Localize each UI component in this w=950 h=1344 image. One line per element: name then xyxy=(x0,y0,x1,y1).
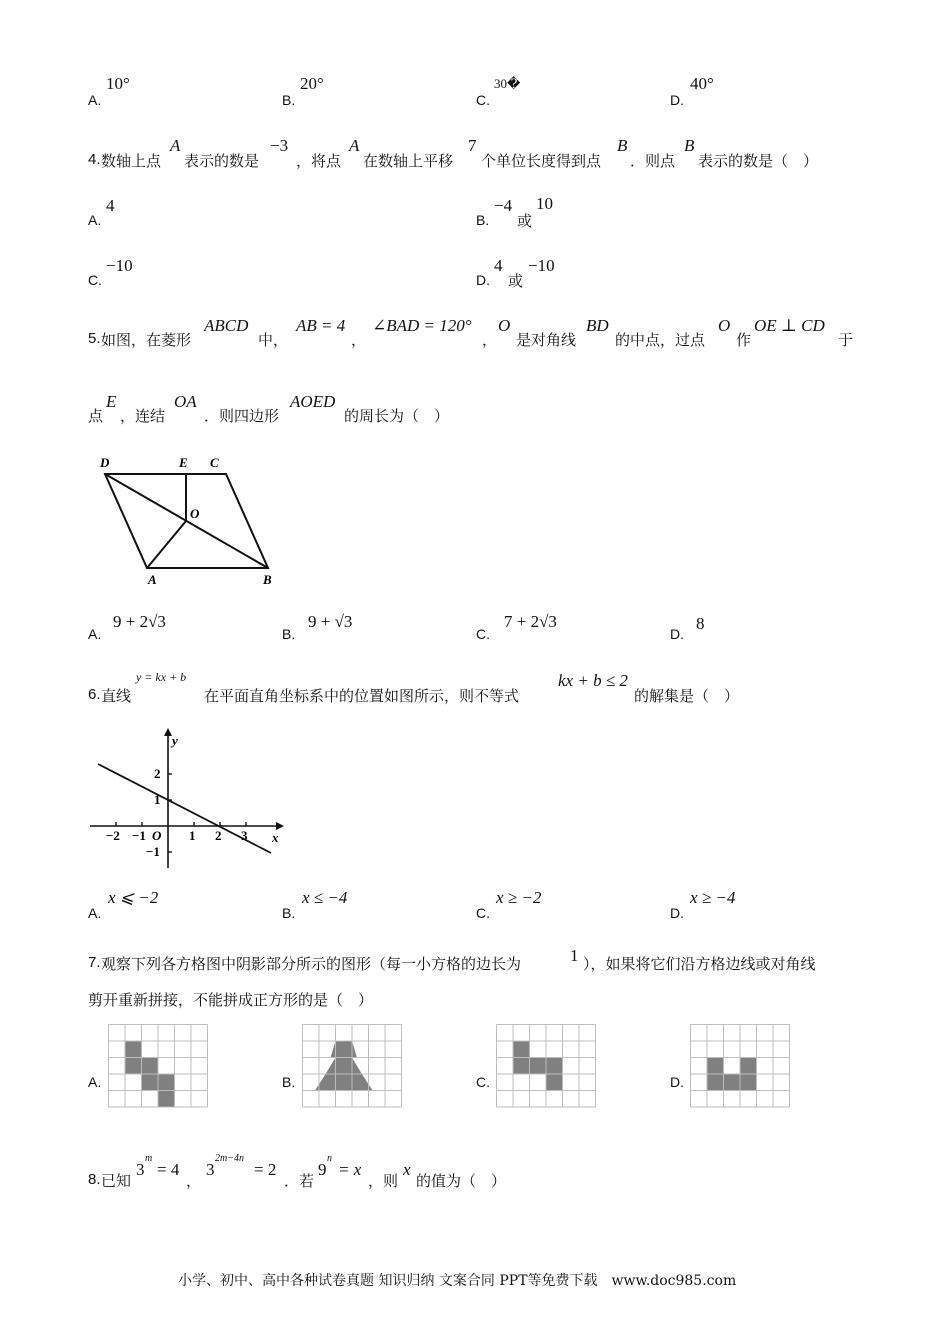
q5-label-e: E xyxy=(179,455,188,470)
shaded-cell xyxy=(336,1074,353,1091)
q4-stem-text: ．则点 xyxy=(630,152,676,170)
q6-option-b-value: x ≤ −4 xyxy=(302,888,348,907)
q6-option-b-label: B. xyxy=(282,905,296,921)
q8-stem-text: ， xyxy=(186,1172,202,1190)
q8-stem-text: ，则 xyxy=(368,1172,399,1190)
q5-option-a-value: 9 + 2√3 xyxy=(113,612,166,631)
q5-stem-math: ABCD xyxy=(204,316,249,335)
shaded-cell xyxy=(530,1058,547,1075)
q7-stem-math: 1 xyxy=(570,946,579,965)
q6-line-graph xyxy=(88,728,288,873)
q7-stem-line2: 剪开重新拼接，不能拼成正方形的是（ ） xyxy=(88,991,374,1009)
q6-stem-text: 直线 xyxy=(101,687,132,705)
q5-stem-text: 的中点，过点 xyxy=(615,331,706,349)
shaded-triangle xyxy=(352,1041,357,1058)
q7-number: 7. xyxy=(88,954,101,971)
q7-stem-text: 观察下列各方格图中阴影部分所示的图形（每一小方格的边长为 xyxy=(101,955,522,973)
q6-y-tick: 1 xyxy=(154,792,161,807)
shaded-cell xyxy=(707,1074,724,1091)
q3-option-c-label: C. xyxy=(476,92,490,108)
q3-option-c-value: 30� xyxy=(494,76,521,91)
q5-number: 5. xyxy=(88,330,101,347)
q5-stem-text: 作 xyxy=(736,331,752,349)
q4-stem-math: B xyxy=(617,136,628,155)
shaded-cell xyxy=(513,1041,530,1058)
q5-stem-math: E xyxy=(106,392,117,411)
q5-stem-math: AB = 4 xyxy=(296,316,346,335)
shaded-cell xyxy=(125,1058,142,1075)
q5-stem-math: AOED xyxy=(290,392,336,411)
q4-option-b-value2: 10 xyxy=(536,194,553,213)
q3-option-d-value: 40° xyxy=(690,74,714,93)
q5-label-c: C xyxy=(210,455,219,470)
page-footer: 小学、初中、高中各种试卷真题 知识归纳 文案合同 PPT等免费下载 www.doc985.com xyxy=(178,1273,737,1289)
q4-stem-text: 在数轴上平移 xyxy=(363,152,454,170)
q6-origin-label: O xyxy=(152,828,162,843)
q5-stem-text: 是对角线 xyxy=(516,331,577,349)
q6-stem-math: y = kx + b xyxy=(136,670,187,684)
q7-option-a-grid xyxy=(108,1024,208,1108)
q5-stem-text: ．则四边形 xyxy=(204,407,280,425)
q3-option-a-label: A. xyxy=(88,92,102,108)
q7-option-d-grid xyxy=(690,1024,790,1108)
q5-stem-text: 于 xyxy=(838,331,854,349)
q5-option-b-value: 9 + √3 xyxy=(308,612,353,631)
q6-number: 6. xyxy=(88,686,101,703)
q5-label-o: O xyxy=(190,506,200,521)
shaded-cell xyxy=(336,1058,353,1075)
q4-stem-text: 个单位长度得到点 xyxy=(481,152,602,170)
q3-option-a-value: 10° xyxy=(106,74,130,93)
q5-option-c-label: C. xyxy=(476,626,490,642)
q5-option-d-label: D. xyxy=(670,626,684,642)
q4-option-d-value: 4 xyxy=(494,256,503,275)
q4-option-b-value: −4 xyxy=(494,196,513,215)
q5-stem-text: ， xyxy=(351,331,367,349)
q6-x-axis-label: x xyxy=(272,830,279,845)
shaded-triangle xyxy=(326,1058,336,1075)
q8-stem-math: = 4 xyxy=(157,1160,180,1179)
q7-option-b-label: B. xyxy=(282,1074,296,1090)
q5-stem-math: OA xyxy=(174,392,197,411)
q8-stem-text: 已知 xyxy=(101,1172,132,1190)
shaded-cell xyxy=(142,1058,159,1075)
q6-x-tick: −1 xyxy=(132,828,146,843)
shaded-cell xyxy=(125,1041,142,1058)
q6-option-c-label: C. xyxy=(476,905,490,921)
q5-stem-math: OE ⊥ CD xyxy=(754,316,825,335)
q5-rhombus-figure xyxy=(90,450,290,590)
q4-stem-text: ，将点 xyxy=(296,152,342,170)
q8-number: 8. xyxy=(88,1171,101,1188)
q7-stem-text: ），如果将它们沿方格边线或对角线 xyxy=(583,955,816,973)
q7-option-c-grid xyxy=(496,1024,596,1108)
q4-stem-math: A xyxy=(170,136,181,155)
q6-stem-text: 在平面直角坐标系中的位置如图所示，则不等式 xyxy=(204,687,520,705)
q6-stem-text: 的解集是（ ） xyxy=(634,687,740,705)
shaded-cell xyxy=(158,1091,175,1108)
q4-stem-text: 表示的数是 xyxy=(184,152,260,170)
q3-option-b-value: 20° xyxy=(300,74,324,93)
q5-stem-math: BD xyxy=(586,316,609,335)
q4-stem-math: B xyxy=(684,136,695,155)
q5-label-b: B xyxy=(263,572,272,587)
q6-y-tick: 2 xyxy=(154,766,161,781)
q8-stem-math: 3 xyxy=(136,1160,145,1179)
q6-option-d-value: x ≥ −4 xyxy=(690,888,736,907)
shaded-cell xyxy=(724,1074,741,1091)
shaded-cell xyxy=(336,1041,353,1058)
shaded-cell xyxy=(513,1058,530,1075)
q6-option-c-value: x ≥ −2 xyxy=(496,888,542,907)
shaded-cell xyxy=(740,1058,757,1075)
q5-stem-text: 的周长为（ ） xyxy=(344,407,450,425)
q7-option-c-label: C. xyxy=(476,1074,490,1090)
q8-stem-text: 的值为（ ） xyxy=(416,1172,507,1190)
shaded-triangle xyxy=(352,1074,373,1091)
shaded-triangle xyxy=(315,1074,336,1091)
q4-option-c-label: C. xyxy=(88,272,102,288)
q3-option-b-label: B. xyxy=(282,92,296,108)
q7-option-b-grid xyxy=(302,1024,402,1108)
q4-option-d-value2: −10 xyxy=(528,256,555,275)
q8-stem-math: 3 xyxy=(206,1160,215,1179)
q4-stem-math: A xyxy=(349,136,360,155)
q4-option-d-label: D. xyxy=(476,272,490,288)
q5-stem-math: O xyxy=(718,316,731,335)
q5-option-b-label: B. xyxy=(282,626,296,642)
q6-x-tick: 3 xyxy=(241,828,248,843)
q7-option-d-label: D. xyxy=(670,1074,684,1090)
q5-option-a-label: A. xyxy=(88,626,102,642)
q4-option-c-value: −10 xyxy=(106,256,133,275)
q6-x-tick: −2 xyxy=(106,828,120,843)
q8-stem-math: = x xyxy=(338,1160,362,1179)
q6-x-tick: 1 xyxy=(189,828,196,843)
shaded-cell xyxy=(740,1074,757,1091)
shaded-triangle xyxy=(352,1058,362,1075)
q8-stem-text: ．若 xyxy=(284,1172,315,1190)
q4-option-a-value: 4 xyxy=(106,196,115,215)
q8-stem-math: 9 xyxy=(318,1160,327,1179)
q4-option-a-label: A. xyxy=(88,212,102,228)
shaded-cell xyxy=(142,1074,159,1091)
q4-number: 4. xyxy=(88,151,101,168)
shaded-cell xyxy=(546,1058,563,1075)
q4-option-d-suffix: 或 xyxy=(508,272,524,290)
q5-stem-text: 中， xyxy=(258,331,289,349)
q6-option-a-value: x ⩽ −2 xyxy=(108,888,159,907)
q4-stem-text: 数轴上点 xyxy=(101,152,162,170)
q5-stem-text: 点 xyxy=(88,407,104,425)
q5-stem-math: ∠BAD = 120° xyxy=(372,316,472,335)
q8-stem-sup: 2m−4n xyxy=(215,1153,244,1164)
q5-option-c-value: 7 + 2√3 xyxy=(504,612,557,631)
q8-stem-math: = 2 xyxy=(254,1160,277,1179)
q8-stem-sup: n xyxy=(327,1153,332,1164)
q4-stem-text: 表示的数是（ ） xyxy=(698,152,819,170)
shaded-cell xyxy=(707,1058,724,1075)
shaded-cell xyxy=(158,1074,175,1091)
q6-x-tick: 2 xyxy=(215,828,222,843)
shaded-triangle xyxy=(331,1041,336,1058)
q8-stem-math: x xyxy=(403,1160,411,1179)
q7-option-a-label: A. xyxy=(88,1074,102,1090)
q6-y-axis-label: y xyxy=(172,733,178,748)
q4-stem-math: 7 xyxy=(468,136,477,155)
q6-option-a-label: A. xyxy=(88,905,102,921)
q5-stem-math: O xyxy=(498,316,511,335)
q5-stem-text: ， xyxy=(482,331,498,349)
q5-label-a: A xyxy=(148,572,157,587)
q5-option-d-value: 8 xyxy=(696,614,705,633)
q4-option-b-label: B. xyxy=(476,212,490,228)
shaded-cell xyxy=(546,1074,563,1091)
q4-option-b-suffix: 或 xyxy=(517,212,533,230)
q8-stem-sup: m xyxy=(145,1153,153,1164)
q6-stem-math: kx + b ≤ 2 xyxy=(558,671,628,690)
q5-label-d: D xyxy=(100,455,110,470)
q5-stem-text: 如图，在菱形 xyxy=(101,331,192,349)
q3-option-d-label: D. xyxy=(670,92,684,108)
q6-y-tick: −1 xyxy=(146,844,160,859)
q6-option-d-label: D. xyxy=(670,905,684,921)
q5-stem-text: ，连结 xyxy=(120,407,166,425)
q4-stem-math: −3 xyxy=(270,136,289,155)
